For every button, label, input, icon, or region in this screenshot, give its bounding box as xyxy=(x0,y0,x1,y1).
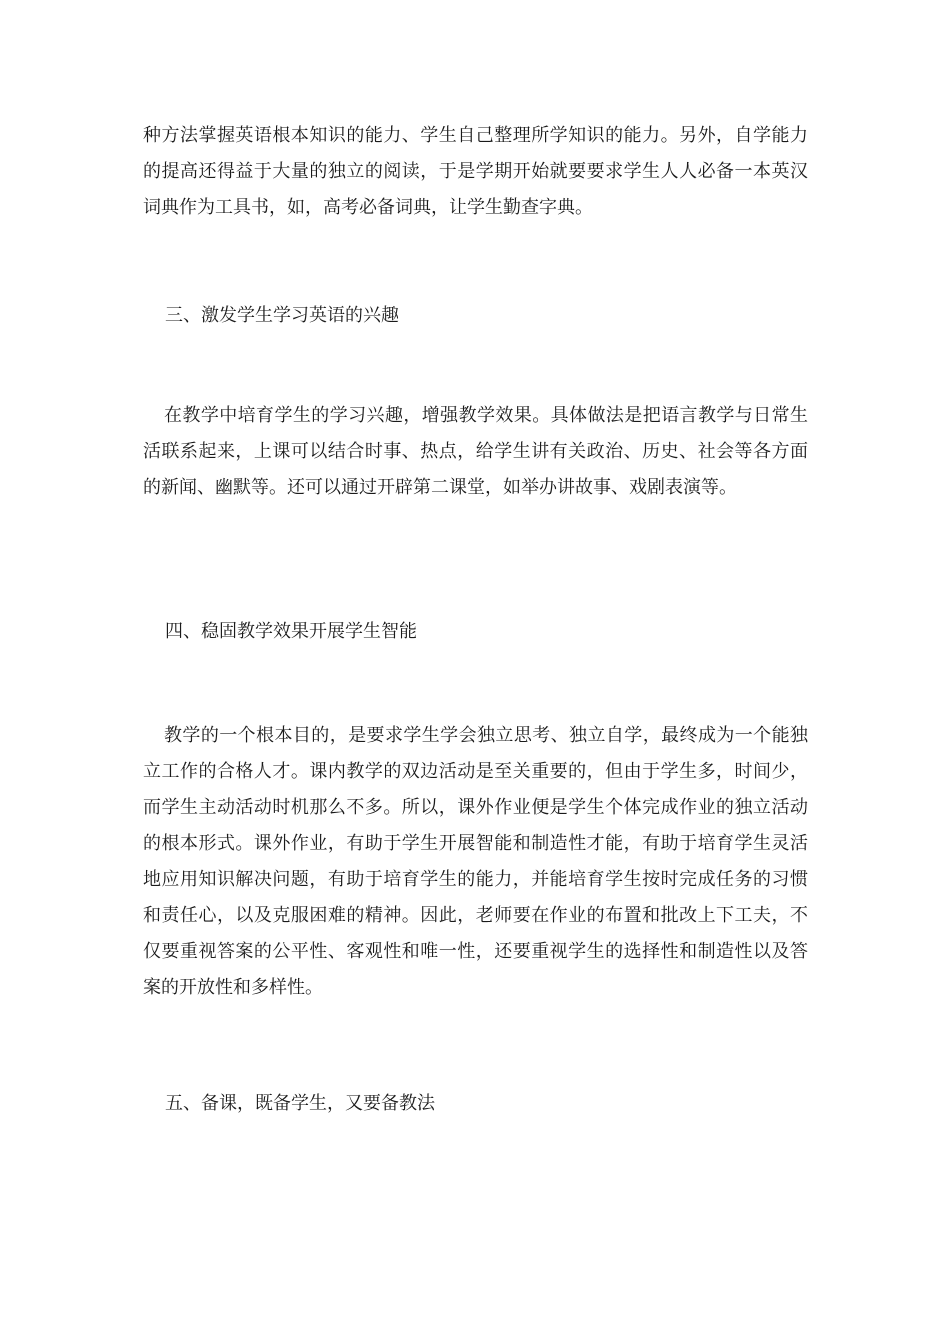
paragraph-section-3: 在教学中培育学生的学习兴趣，增强教学效果。具体做法是把语言教学与日常生活联系起来，上课可以结合时事、热点，给学生讲有关政治、历史、社会等各方面的新闻、幽默等。还可以通过开辟第二课堂，如举办讲故事、戏剧表演等。 xyxy=(143,405,808,498)
section-heading-4: 四、稳固教学效果开展学生智能 xyxy=(165,621,417,642)
paragraph-continuation: 种方法掌握英语根本知识的能力、学生自己整理所学知识的能力。另外，自学能力的提高还得益于大量的独立的阅读，于是学期开始就要要求学生人人必备一本英汉词典作为工具书，如，高考必备词典，让学生勤查字典。 xyxy=(143,125,808,218)
paragraph-section-4: 教学的一个根本目的，是要求学生学会独立思考、独立自学，最终成为一个能独立工作的合格人才。课内教学的双边活动是至关重要的，但由于学生多，时间少，而学生主动活动时机那么不多。所以，课外作业便是学生个体完成作业的独立活动的根本形式。课外作业，有助于学生开展智能和制造性才能，有助于培育学生灵活地应用知识解决问题，有助于培育学生的能力，并能培育学生按时完成任务的习惯和责任心，以及克服困难的精神。因此，老师要在作业的布置和批改上下工夫，不仅要重视答案的公平性、客观性和唯一性，还要重视学生的选择性和制造性以及答案的开放性和多样性。 xyxy=(143,725,808,998)
section-heading-3: 三、激发学生学习英语的兴趣 xyxy=(165,305,399,326)
section-heading-5: 五、备课，既备学生，又要备教法 xyxy=(165,1093,435,1114)
